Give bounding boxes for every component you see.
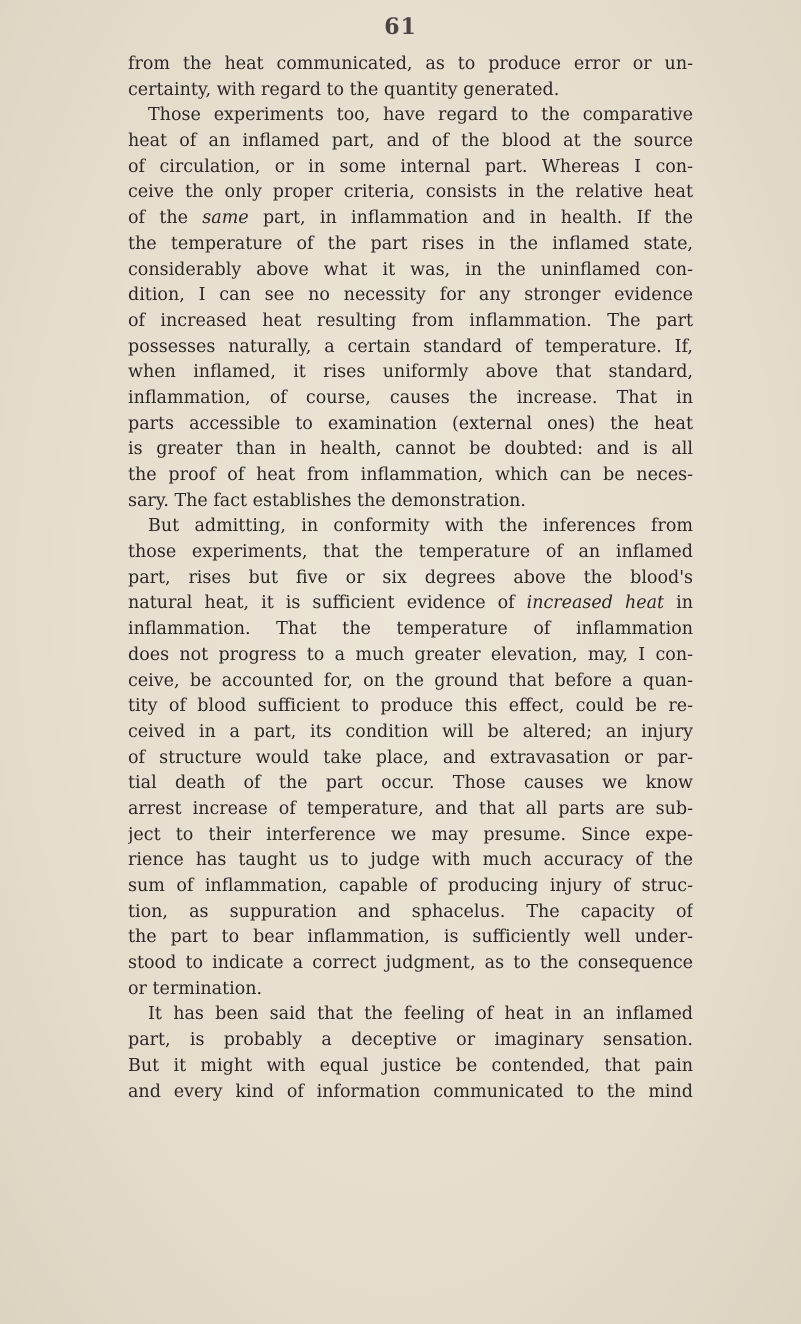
text-line: is greater than in health, cannot be doubted: and is all [128, 439, 693, 460]
text-segment: natural heat, it is sufficient evidence of [128, 593, 527, 614]
text-line: Those experiments too, have regard to the comparative [148, 105, 693, 126]
text-line: tion, as suppuration and sphacelus. The capacity of [128, 901, 693, 922]
text-line: arrest increase of temperature, and that all parts are sub- [128, 798, 693, 819]
text-line: stood to indicate a correct judgment, as to the consequence [128, 953, 693, 974]
text-line: considerably above what it was, in the uninflamed con- [128, 259, 693, 280]
text-line: possesses naturally, a certain standard of temperature. If, [128, 336, 693, 357]
italic-text: increased heat [526, 593, 665, 614]
page-number: 61 [384, 14, 417, 40]
text-line: heat of an inflamed part, and of the blood at the source [128, 131, 693, 152]
text-line: tial death of the part occur. Those causes we know [128, 773, 693, 794]
text-line: But it might with equal justice be contended, that pain [128, 1055, 693, 1076]
text-line: inflammation. That the temperature of inflammation [128, 619, 693, 640]
text-line: certainty, with regard to the quantity generated. [128, 79, 560, 100]
text-segment: in [664, 593, 693, 614]
text-line [128, 591, 693, 617]
text-line: parts accessible to examination (external ones) the heat [128, 413, 693, 434]
text-line: ceive the only proper criteria, consists in the relative heat [128, 182, 693, 203]
text-line: from the heat communicated, as to produce error or un- [128, 54, 693, 74]
text-line: and every kind of information communicated to the mind [128, 1081, 693, 1102]
text-line: or termination. [128, 978, 263, 999]
text-line: sum of inflammation, capable of producing injury of struc- [128, 876, 693, 896]
text-line [128, 206, 693, 232]
italic-text: same [202, 208, 249, 229]
text-line: part, is probably a deceptive or imaginary sensation. [128, 1030, 693, 1051]
text-line: It has been said that the feeling of heat in an inflamed [148, 1004, 693, 1025]
text-line: those experiments, that the temperature of an inflamed [128, 542, 693, 563]
text-line: of structure would take place, and extravasation or par- [128, 747, 693, 768]
text-line: of increased heat resulting from inflammation. The part [128, 310, 693, 331]
text-line: of circulation, or in some internal part. Whereas I con- [128, 156, 693, 177]
text-line: when inflamed, it rises uniformly above that standard, [128, 362, 693, 383]
text-line: does not progress to a much greater elevation, may, I con- [128, 644, 693, 665]
text-line: ceived in a part, its condition will be altered; an injury [128, 721, 693, 742]
text-segment: part, in inflammation and in health. If the [248, 208, 693, 229]
text-line: But admitting, in conformity with the inferences from [148, 516, 693, 537]
text-segment: of the [128, 208, 203, 229]
text-line: the proof of heat from inflammation, which can be neces- [128, 465, 693, 485]
text-line: rience has taught us to judge with much accuracy of the [128, 850, 693, 871]
text-line: dition, I can see no necessity for any stronger evidence [128, 285, 693, 306]
text-line: the part to bear inflammation, is sufficiently well under- [128, 927, 693, 948]
text-line: inflammation, of course, causes the increase. That in [128, 387, 693, 408]
text-line: ject to their interference we may presume. Since expe- [128, 824, 693, 845]
text-line: tity of blood sufficient to produce this effect, could be re- [128, 696, 693, 717]
text-line: ceive, be accounted for, on the ground that before a quan- [128, 670, 693, 691]
body-text [128, 52, 693, 1105]
text-line: the temperature of the part rises in the inflamed state, [128, 233, 693, 254]
text-line: part, rises but five or six degrees above the blood's [128, 567, 693, 588]
text-line: sary. The fact establishes the demonstration. [128, 490, 526, 511]
